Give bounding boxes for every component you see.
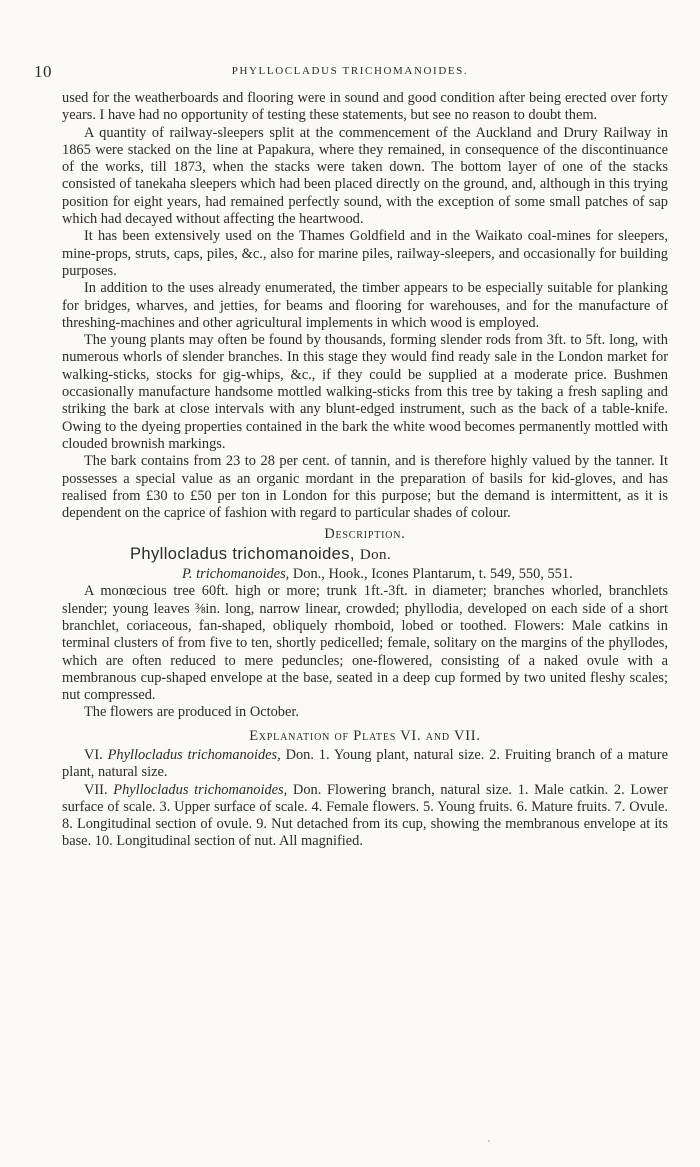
- species-author: Don.: [359, 546, 392, 563]
- plate-vi-caption: [62, 747, 668, 782]
- paragraph-uses-thames: It has been extensively used on the Thames Goldfield and in the Waikato coal-mines for sleepers, mine-props, struts, caps, piles, &c., also for marine piles, railway-sleepers, and occasionally for building purposes.: [62, 228, 668, 279]
- description-heading: Description.: [324, 526, 406, 543]
- species-name: Phyllocladus trichomanoides,: [130, 544, 355, 563]
- running-title: PHYLLOCLADUS TRICHOMANOIDES.: [231, 65, 469, 77]
- plate-vi-species: Phyllocladus trichomanoides,: [107, 746, 281, 763]
- paragraph-railway-sleepers: A quantity of railway-sleepers split at the commencement of the Auckland and Drury Railway in 1865 were stacked on the line at Papakura, where they remained, in consequence of the discontinuance of the works, till 1873, when the stacks were taken down. The bottom layer of one of the stacks consisted of tanekaha sleepers which had been placed directly on the ground, and, although in this trying position for eight years, had remained perfectly sound, with the exception of some small patches of sap which had decayed without affecting the heartwood.: [62, 124, 668, 228]
- paragraph-additional-uses: In addition to the uses already enumerated, the timber appears to be especially suitable for planking for bridges, wharves, and jetties, for beams and flooring for warehouses, and for the manufacture of threshing-machines and other agricultural implements in which wood is employed.: [62, 280, 668, 331]
- paragraph-young-plants: The young plants may often be found by thousands, forming slender rods from 3ft. to 5ft. long, with numerous whorls of slender branches. In this stage they would find ready sale in the London market for walking-sticks, stocks for gig-whips, &c., if they could be supplied at a moderate price. Bushmen occasionally manufacture handsome mottled walking-sticks from this tree by taking a fresh sapling and striking the bark at close intervals with any blunt-edged instrument, such as the back of a table-knife. Owing to the dyeing properties contained in the bark the white wood becomes permanently mottled with clouded brownish markings.: [62, 332, 668, 452]
- plate-vii-number: VII.: [84, 781, 108, 798]
- page-number: 10: [34, 62, 52, 81]
- synonym-line: [62, 566, 668, 583]
- plate-vii-text: Don. Flowering branch, natural size. 1. Male catkin. 2. Lower surface of scale. 3. Upper surface of scale. 4. Female flowers. 5. Young fruits. 6. Mature fruits. 7. Ovule. 8. Longitudinal section of ovule. 9. Nut detached from its cup, showing the membranous envelope at its base. 10. Longitudinal section of nut. All magnified.: [62, 781, 668, 850]
- description-text: A monœcious tree 60ft. high or more; trunk 1ft.-3ft. in diameter; branches whorled, branchlets slender; young leaves ⅜in. long, narrow linear, crowded; phyllodia, developed on each side of a short branchlet, coriaceous, fan-shaped, obliquely rhomboid, lobed or toothed. Flowers: Male catkins in terminal clusters of from five to ten, shortly pedicelled; female, solitary on the margins of the phyllodes, which are often reduced to mere peduncles; one-flowered, consisting of a naked ovule with a membranous cup-shaped envelope at the base, seated in a deep cup formed by two united fleshy scales; nut compressed.: [62, 583, 668, 704]
- species-title: [62, 546, 668, 564]
- plate-vi-number: VI.: [84, 746, 103, 763]
- paragraph-continued: used for the weatherboards and flooring were in sound and good condition after being erected over forty years. I have had no opportunity of testing these statements, but see no reason to doubt them.: [62, 90, 668, 124]
- plate-vii-caption: [62, 782, 668, 851]
- print-speck: [488, 1140, 490, 1142]
- page-header: [34, 62, 666, 82]
- synonym-name: P. trichomanoides,: [182, 566, 290, 583]
- synonym-reference: Don., Hook., Icones Plantarum, t. 549, 550, 551.: [292, 566, 573, 583]
- plate-vi-text: Don. 1. Young plant, natural size. 2. Fruiting branch of a mature plant, natural size.: [62, 746, 668, 781]
- flowering-note: The flowers are produced in October.: [84, 704, 299, 721]
- plate-vii-species: Phyllocladus trichomanoides,: [113, 781, 288, 798]
- plates-heading: Explanation of Plates VI. and VII.: [249, 727, 481, 744]
- paragraph-bark-tannin: The bark contains from 23 to 28 per cent. of tannin, and is therefore highly valued by the tanner. It possesses a special value as an organic mordant in the preparation of basils for kid-gloves, and has realised from £30 to £50 per ton in London for this purpose; but the demand is intermittent, as it is dependent on the caprice of fashion with regard to particular shades of colour.: [62, 453, 668, 522]
- body-text: [62, 90, 668, 851]
